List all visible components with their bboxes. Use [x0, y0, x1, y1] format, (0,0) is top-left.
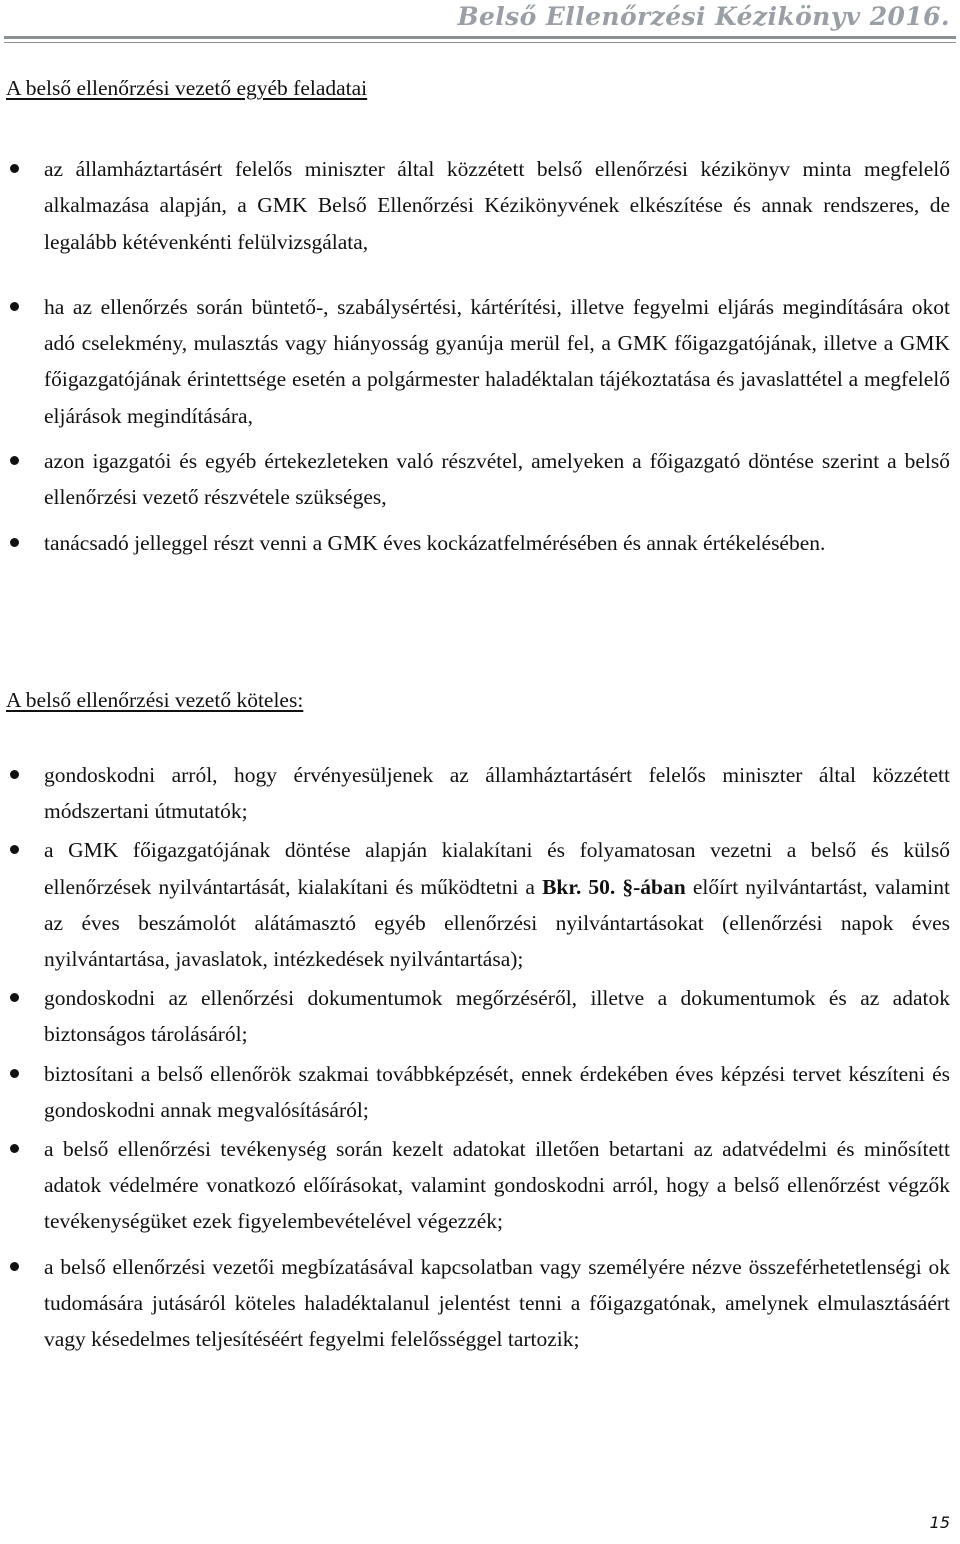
list-item-text-part: a GMK főigazgatójának döntése alapján kialakítani és folyamatosan vezetni a belső és külső ellenőrzések nyilvántartását, kialakítani és működtetni a	[44, 838, 950, 899]
list-item-text	[44, 832, 950, 977]
list-item-text: azon igazgatói és egyéb értekezleteken való részvétel, amelyeken a főigazgató döntése szerint a belső ellenőrzési vezető részvétele szükséges,	[44, 449, 950, 510]
bullet-icon	[10, 538, 19, 547]
list-item	[0, 980, 960, 1052]
list-item	[0, 832, 960, 977]
list-item	[0, 151, 960, 260]
list-item	[0, 1056, 960, 1128]
bullet-icon	[10, 845, 19, 854]
bullet-icon	[10, 1262, 19, 1271]
list-item-text: ha az ellenőrzés során büntető-, szabálysértési, kártérítési, illetve fegyelmi eljárás megindítására okot adó cselekmény, mulasztás vagy hiányosság gyanúja merül fel, a GMK főigazgatójának, illetve a GMK főigazgatójának érintettsége esetén a polgármester haladéktalan tájékoztatása és javaslattétel a megfelelő eljárások megindítására,	[44, 294, 950, 428]
header-rule	[4, 36, 956, 39]
list-item-text: biztosítani a belső ellenőrök szakmai továbbképzését, ennek érdekében éves képzési tervet készíteni és gondoskodni annak megvalósításáról;	[44, 1061, 950, 1122]
list-item	[0, 1249, 960, 1358]
page-number: 15	[929, 1513, 950, 1532]
section-heading-other-tasks: A belső ellenőrzési vezető egyéb feladatai	[6, 76, 368, 100]
section-heading-obligations: A belső ellenőrzési vezető köteles:	[6, 688, 304, 712]
list-item-text: gondoskodni az ellenőrzési dokumentumok megőrzéséről, illetve a dokumentumok és az adatok biztonságos tárolásáról;	[44, 986, 950, 1047]
list-item-text: az államháztartásért felelős miniszter által közzétett belső ellenőrzési kézikönyv minta megfelelő alkalmazása alapján, a GMK Belső Ellenőrzési Kézikönyvének elkészítése és annak rendszeres, de legalább kétévenkénti felülvizsgálata,	[44, 157, 950, 254]
list-item	[0, 525, 960, 561]
bullet-icon	[10, 1069, 19, 1078]
bullet-icon	[10, 1144, 19, 1153]
list-item-text: tanácsadó jelleggel részt venni a GMK éves kockázatfelmérésében és annak értékelésében.	[44, 530, 826, 555]
bullet-icon	[10, 770, 19, 779]
header-title: Belső Ellenőrzési Kézikönyv 2016.	[457, 2, 950, 31]
list-item	[0, 443, 960, 516]
obligations-list	[0, 757, 960, 1357]
list-item-text: gondoskodni arról, hogy érvényesüljenek az államháztartásért felelős miniszter által közzétett módszertani útmutatók;	[44, 763, 950, 824]
bullet-icon	[10, 456, 19, 465]
bullet-icon	[10, 164, 19, 173]
list-item-text: a belső ellenőrzési tevékenység során kezelt adatokat illetően betartani az adatvédelmi és minősített adatok védelmére vonatkozó előírásokat, valamint gondoskodni arról, hogy a belső ellenőrzést végzők tevékenységüket ezek figyelembevételével végezzék;	[44, 1137, 950, 1234]
list-item	[0, 757, 960, 829]
bullet-icon	[10, 993, 19, 1002]
list-item	[0, 1131, 960, 1240]
other-tasks-list	[0, 151, 960, 561]
legal-reference: Bkr. 50. §-ában	[542, 874, 686, 899]
list-item-text-part: előírt nyilvántartást, valamint az éves beszámolót alátámasztó egyéb ellenőrzési nyilvántartásokat (ellenőrzési napok éves nyilvántartása, javaslatok, intézkedések nyilvántartása);	[44, 874, 950, 972]
header-rule-thin	[4, 42, 956, 43]
list-item-text: a belső ellenőrzési vezetői megbízatásával kapcsolatban vagy személyére nézve összeférhetetlenségi ok tudomására jutásáról köteles haladéktalanul jelentést tenni a főigazgatónak, amelynek elmulasztásáért vagy késedelmes teljesítéséért fegyelmi felelősséggel tartozik;	[44, 1254, 950, 1352]
bullet-icon	[10, 302, 19, 311]
list-item	[0, 289, 960, 434]
